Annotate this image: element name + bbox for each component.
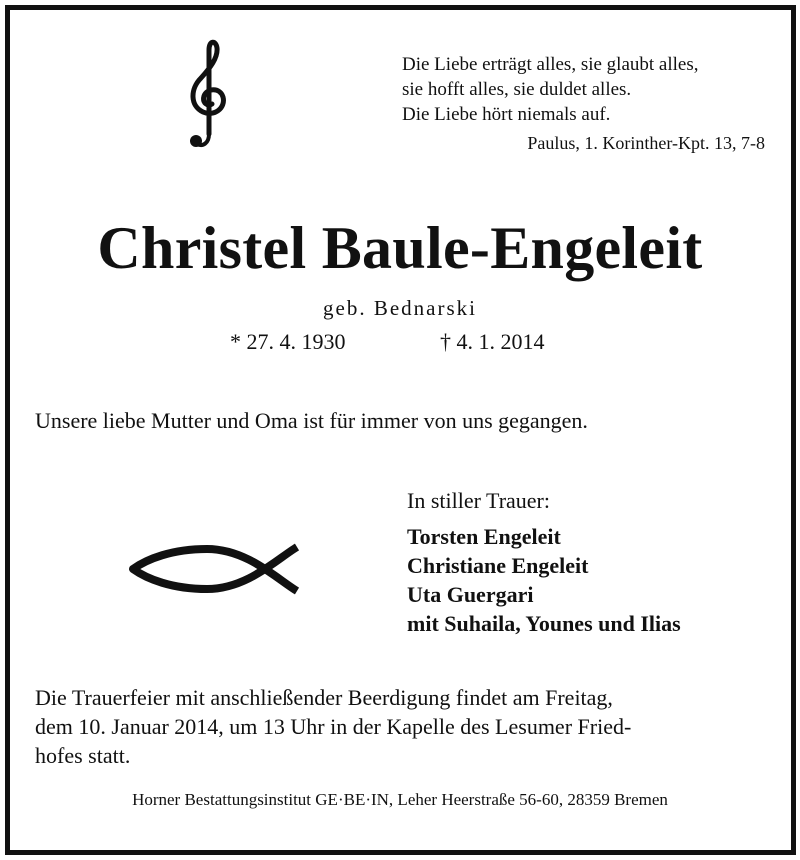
quote-line: Die Liebe erträgt alles, sie glaubt alles, [402,54,699,75]
quote-line: Die Liebe hört niemals auf. [402,104,611,125]
quote-line: sie hofft alles, sie duldet alles. [402,79,632,100]
maiden-name: geb. Bednarski [323,296,477,320]
intro-text: Unsere liebe Mutter und Oma ist für immer von uns gegangen. [35,408,588,433]
undertaker-address: Horner Bestattungsinstitut GE·BE·IN, Leher Heerstraße 56-60, 28359 Bremen [132,790,668,809]
bible-quote [402,52,772,127]
birth-date: * 27. 4. 1930 [230,329,346,354]
mourning-label: In stiller Trauer: [407,488,550,513]
mourner-name: Christiane Engeleit [407,553,589,578]
mourner-name: Torsten Engeleit [407,524,561,549]
service-line: Die Trauerfeier mit anschließender Beerdigung findet am Freitag, [35,685,613,710]
mourner-name: Uta Guergari [407,582,534,607]
death-date: † 4. 1. 2014 [440,329,545,354]
treble-clef-icon [180,36,240,151]
mourner-list [407,522,681,638]
ichthys-fish-icon [127,543,303,595]
service-line: dem 10. Januar 2014, um 13 Uhr in der Kapelle des Lesumer Fried- [35,714,632,739]
mourner-name: mit Suhaila, Younes und Ilias [407,611,681,636]
service-line: hofes statt. [35,743,131,768]
quote-source: Paulus, 1. Korinther-Kpt. 13, 7-8 [527,133,765,153]
funeral-service-text [35,683,765,770]
deceased-name: Christel Baule-Engeleit [97,215,703,281]
